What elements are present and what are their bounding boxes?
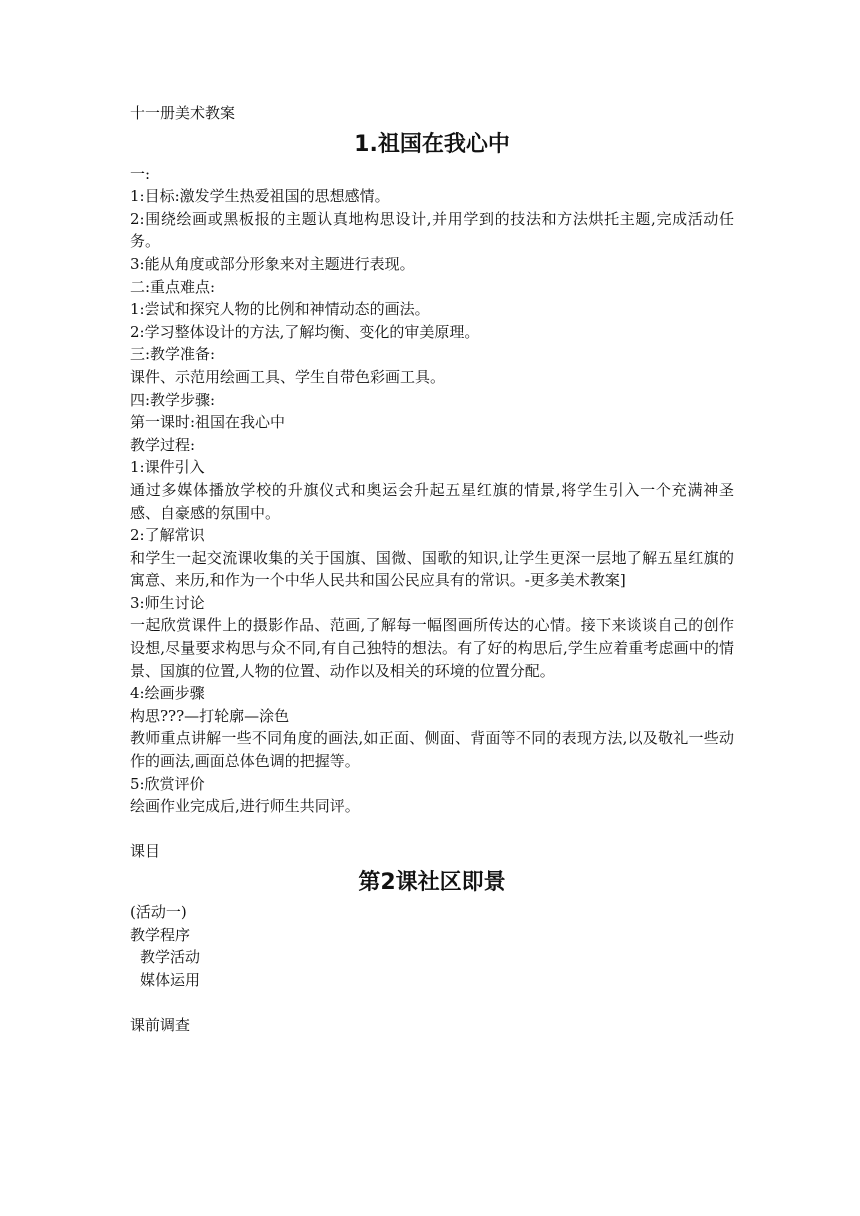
blank-line: [130, 991, 734, 1014]
survey-label: 课前调查: [130, 1015, 191, 1034]
lesson-1-heading: 1.祖国在我心中: [354, 131, 510, 157]
blank-line: [130, 818, 734, 841]
lesson-1-body: [130, 163, 734, 818]
step-3-text: 一起欣赏课件上的摄影作品、范画,了解每一幅图画所传达的心情。接下来谈谈自己的创作设想,尽量要求构思与众不同,有自己独特的想法。有了好的构思后,学生应着重考虑画中的情景、国旗的位置,人物的位置、动作以及相关的环境的位置分配。: [130, 616, 734, 680]
document-title: 十一册美术教案: [130, 104, 236, 122]
lesson-2-heading: 第2课社区即景: [358, 870, 506, 895]
step-4-sequence: 构思???—打轮廓—涂色: [130, 706, 290, 725]
objective-2: 2:围绕绘画或黑板报的主题认真地构思设计,并用学到的技法和方法烘托主题,完成活动任务。: [130, 209, 734, 251]
teaching-activity-label: 教学活动: [140, 948, 201, 967]
step-1-text: 通过多媒体播放学校的升旗仪式和奥运会升起五星红旗的情景,将学生引入一个充满神圣感、自豪感的氛围中。: [130, 480, 734, 522]
activity-label: (活动一): [130, 903, 187, 921]
difficulty-2: 2:学习整体设计的方法,了解均衡、变化的审美原理。: [130, 322, 480, 341]
step-2-text: 和学生一起交流课收集的关于国旗、国微、国歌的知识,让学生更深一层地了解五星红旗的寓意、来历,和作为一个中华人民共和国公民应具有的常识。-更多美术教案]: [130, 548, 734, 590]
key-difficulties-heading: 二:重点难点:: [130, 277, 216, 296]
first-period: 第一课时:祖国在我心中: [130, 413, 286, 432]
document-page: [130, 102, 734, 1037]
preparation-heading: 三:教学准备:: [130, 345, 216, 364]
step-1-title: 1:课件引入: [130, 458, 205, 477]
section-one-label: 一:: [130, 164, 151, 183]
preparation-text: 课件、示范用绘画工具、学生自带色彩画工具。: [130, 367, 446, 386]
step-4-title: 4:绘画步骤: [130, 684, 205, 703]
procedure-label: 教学程序: [130, 925, 191, 944]
step-5-text: 绘画作业完成后,进行师生共同评。: [130, 797, 360, 816]
objective-3: 3:能从角度或部分形象来对主题进行表现。: [130, 254, 415, 273]
difficulty-1: 1:尝试和探究人物的比例和神情动态的画法。: [130, 300, 430, 319]
process-heading: 教学过程:: [130, 435, 196, 454]
lesson-2-body: [130, 901, 734, 1037]
step-2-title: 2:了解常识: [130, 526, 205, 545]
objective-1: 1:目标:激发学生热爱祖国的思想感情。: [130, 187, 390, 206]
step-3-title: 3:师生讨论: [130, 593, 205, 612]
step-5-title: 5:欣赏评价: [130, 774, 205, 793]
media-use-label: 媒体运用: [140, 970, 201, 989]
steps-heading: 四:教学步骤:: [130, 390, 216, 409]
keti-label: 课目: [130, 842, 161, 861]
step-4-text: 教师重点讲解一些不同角度的画法,如正面、侧面、背面等不同的表现方法,以及敬礼一些动作的画法,画面总体色调的把握等。: [130, 729, 734, 771]
